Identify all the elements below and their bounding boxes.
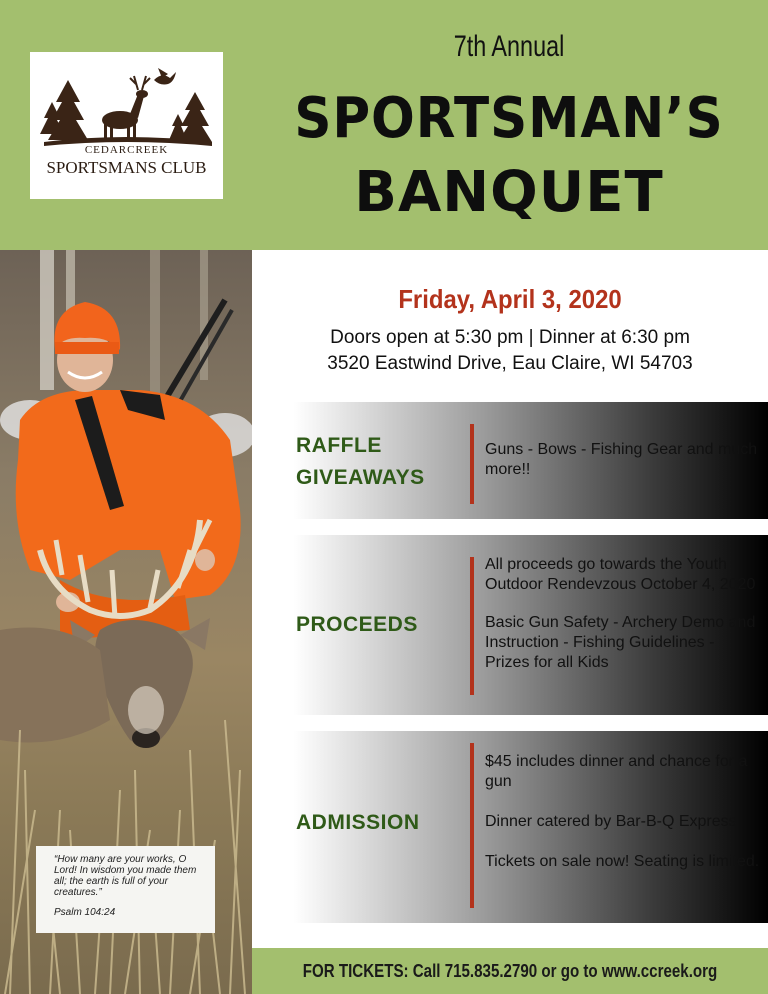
scripture-reference: Psalm 104:24	[54, 907, 116, 918]
raffle-label	[296, 430, 425, 494]
club-logo	[30, 52, 223, 199]
event-times: Doors open at 5:30 pm | Dinner at 6:30 pm	[330, 327, 690, 348]
raffle-label-line1: RAFFLE	[296, 434, 382, 457]
admission-price: $45 includes dinner and chance for a gun	[485, 753, 748, 790]
logo-text-bottom: SPORTSMANS CLUB	[46, 158, 207, 177]
footer-band	[252, 948, 768, 994]
event-title-line2: BANQUET	[354, 160, 664, 225]
raffle-section	[252, 402, 768, 519]
proceeds-divider	[470, 557, 474, 695]
proceeds-activities: Basic Gun Safety - Archery Demo and Instruction - Fishing Guidelines - Prizes for all Kids	[485, 614, 756, 671]
raffle-divider	[470, 424, 474, 504]
deer-icon	[102, 76, 150, 142]
logo-text-top: CEDARCREEK	[84, 144, 169, 156]
admission-label: ADMISSION	[296, 811, 420, 834]
ticket-info[interactable]: FOR TICKETS: Call 715.835.2790 or go to www.ccreek.org	[302, 961, 718, 981]
annual-subtitle: 7th Annual	[453, 30, 565, 63]
admission-divider	[470, 743, 474, 908]
admission-tickets: Tickets on sale now! Seating is limited.	[485, 853, 760, 870]
duck-icon	[154, 68, 176, 85]
event-date: Friday, April 3, 2020	[398, 284, 622, 314]
event-address: 3520 Eastwind Drive, Eau Claire, WI 54703	[327, 353, 693, 374]
hunter-photo	[0, 250, 252, 994]
header-band	[0, 0, 768, 250]
proceeds-body	[485, 555, 760, 673]
scripture-quote-text: “How many are your works, O Lord! In wisdom you made them all; the earth is full of your creatures.”	[54, 854, 197, 898]
admission-section	[252, 731, 768, 923]
proceeds-purpose: All proceeds go towards the Youth Outdoor Rendevzous October 4, 2020	[485, 556, 756, 593]
scripture-quote-box	[36, 846, 215, 933]
proceeds-section	[252, 535, 768, 715]
raffle-body	[485, 440, 760, 480]
proceeds-label: PROCEEDS	[296, 613, 418, 636]
admission-body	[485, 752, 760, 872]
raffle-label-line2: GIVEAWAYS	[296, 466, 425, 489]
admission-caterer: Dinner catered by Bar-B-Q Express	[485, 813, 737, 830]
raffle-prizes: Guns - Bows - Fishing Gear and much more!!	[485, 441, 758, 478]
event-title-line1: SPORTSMAN’S	[294, 86, 724, 151]
pine-trees-icon	[40, 80, 212, 142]
